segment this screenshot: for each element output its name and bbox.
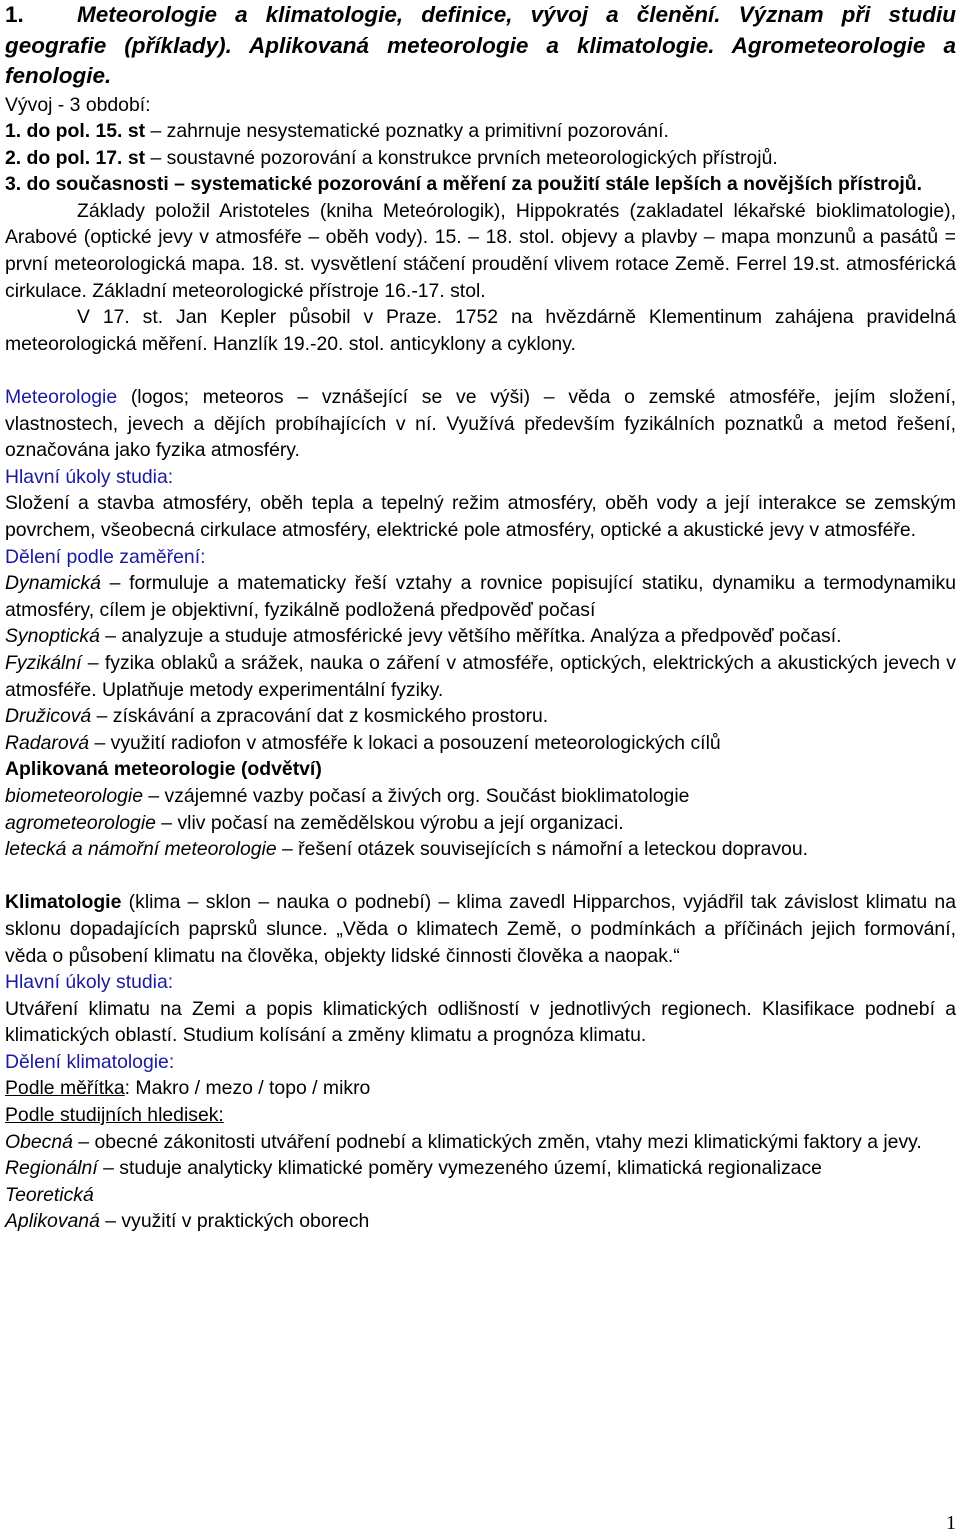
- scale-label: Podle měřítka: [5, 1077, 125, 1100]
- aspect-item: Aplikovaná – využití v praktických oborech: [5, 1210, 370, 1233]
- aspect-item: Obecná – obecné zákonitosti utváření podnebí a klimatických změn, vtahy mezi klimatickými faktory a jevy.: [5, 1130, 922, 1153]
- branch-item: Radarová – využití radiofon v atmosféře k lokaci a posouzení meteorologických cílů: [5, 731, 721, 754]
- heading-text: Meteorologie a klimatologie, definice, vývoj a členění. Význam při studiu geografie (příklady). Aplikovaná meteorologie a klimatologie. Agrometeorologie a fenologie.: [5, 2, 956, 88]
- vyvoj-period-3: 3. do současnosti – systematické pozorování a měření za použití stále lepších a novějších přístrojů.: [5, 173, 923, 196]
- aspects-label: Podle studijních hledisek:: [5, 1104, 224, 1127]
- period-2-term: 2. do pol. 17. st: [5, 146, 146, 169]
- meteorologie-division-heading: Dělení podle zaměření:: [5, 545, 206, 568]
- spacer: [5, 357, 956, 384]
- klimatologie-definition: Klimatologie (klima – sklon – nauka o podnebí) – klima zavedl Hipparchos, vyjádřil tak závislost klimatu na sklonu dopadajících paprsků slunce. „Věda o klimatech Země, o podmínkách a příčinách jejich formování, věda o působení klimatu na člověka, objekty lidské činnosti člověka a naopak.“: [5, 891, 956, 967]
- document-page: [5, 0, 956, 1235]
- page-number: 1: [946, 1512, 956, 1534]
- branch-term: Družicová: [5, 705, 92, 728]
- klimatologie-tasks-heading: Hlavní úkoly studia:: [5, 971, 174, 994]
- klimatologie-term: Klimatologie: [5, 891, 122, 914]
- applied-term: biometeorologie: [5, 784, 143, 807]
- aspect-term: Regionální: [5, 1157, 98, 1180]
- branch-item: Synoptická – analyzuje a studuje atmosférické jevy většího měřítka. Analýza a předpověď počasí.: [5, 625, 842, 648]
- applied-item: biometeorologie – vzájemné vazby počasí a živých org. Součást bioklimatologie: [5, 784, 690, 807]
- vyvoj-period-1: 1. do pol. 15. st – zahrnuje nesystematické poznatky a primitivní pozorování.: [5, 120, 669, 143]
- heading-number: 1.: [5, 2, 24, 27]
- aspect-term: Teoretická: [5, 1183, 94, 1206]
- period-1-term: 1. do pol. 15. st: [5, 120, 146, 143]
- history-paragraph-2: V 17. st. Jan Kepler působil v Praze. 1752 na hvězdárně Klementinum zahájena pravidelná meteorologická měření. Hanzlík 19.-20. stol. anticyklony a cyklony.: [5, 306, 956, 355]
- vyvoj-period-2: 2. do pol. 17. st – soustavné pozorování a konstrukce prvních meteorologických přístrojů.: [5, 146, 778, 169]
- aspect-item: Regionální – studuje analyticky klimatické poměry vymezeného území, klimatická regionalizace: [5, 1157, 822, 1180]
- meteorologie-term: Meteorologie: [5, 386, 118, 409]
- aspect-item: [5, 1182, 956, 1209]
- document-heading: [5, 0, 956, 92]
- branch-item: Družicová – získávání a zpracování dat z kosmického prostoru.: [5, 705, 549, 728]
- applied-item: letecká a námořní meteorologie – řešení otázek souvisejících s námořní a leteckou dopravou.: [5, 838, 809, 861]
- klimatologie-division-heading: Dělení klimatologie:: [5, 1050, 175, 1073]
- applied-item: agrometeorologie – vliv počasí na zemědělskou výrobu a její organizaci.: [5, 811, 624, 834]
- branch-item: Dynamická – formuluje a matematicky řeší vztahy a rovnice popisující statiku, dynamiku a termodynamiku atmosféry, cílem je objektivní, fyzikálně podložená předpověď počasí: [5, 572, 956, 621]
- branch-term: Fyzikální: [5, 651, 82, 674]
- applied-heading: Aplikovaná meteorologie (odvětví): [5, 758, 322, 781]
- branch-term: Radarová: [5, 731, 90, 754]
- aspect-term: Obecná: [5, 1130, 73, 1153]
- meteorologie-tasks: Složení a stavba atmosféry, oběh tepla a tepelný režim atmosféry, oběh vody a její interakce se zemským povrchem, všeobecná cirkulace atmosféry, elektrické pole atmosféry, optické a akustické jevy v atmosféře.: [5, 492, 956, 541]
- applied-term: agrometeorologie: [5, 811, 156, 834]
- branch-item: Fyzikální – fyzika oblaků a srážek, nauka o záření v atmosféře, optických, elektrických a akustických jevech v atmosféře. Uplatňuje metody experimentální fyziky.: [5, 651, 956, 701]
- branch-term: Dynamická: [5, 572, 101, 595]
- spacer: [5, 863, 956, 890]
- scale-line: Podle měřítka: Makro / mezo / topo / mikro: [5, 1077, 371, 1100]
- vyvoj-intro: Vývoj - 3 období:: [5, 93, 151, 116]
- history-paragraph: Základy položil Aristoteles (kniha Meteórologik), Hippokratés (zakladatel lékařské bioklimatologie), Arabové (optické jevy v atmosféře – oběh vody). 15. – 18. stol. objevy a plavby – mapa monzunů a pasátů = první meteorologická mapa. 18. st. vysvětlení stáčení proudění vlivem rotace Země. Ferrel 19.st. atmosférická cirkulace. Základní meteorologické přístroje 16.-17. stol.: [5, 199, 956, 302]
- branch-term: Synoptická: [5, 625, 100, 648]
- meteorologie-definition: Meteorologie (logos; meteoros – vznášející se ve výši) – věda o zemské atmosféře, jejím složení, vlastnostech, jevech a dějích probíhajících v ní. Využívá především fyzikálních poznatků a metod řešení, označována jako fyzika atmosféry.: [5, 386, 956, 462]
- aspects-line: [5, 1102, 956, 1129]
- meteorologie-tasks-heading: Hlavní úkoly studia:: [5, 465, 174, 488]
- klimatologie-tasks: Utváření klimatu na Zemi a popis klimatických odlišností v jednotlivých regionech. Klasifikace podnebí a klimatických oblastí. Studium kolísání a změny klimatu a prognóza klimatu.: [5, 997, 956, 1047]
- applied-term: letecká a námořní meteorologie: [5, 838, 277, 861]
- aspect-term: Aplikovaná: [5, 1210, 100, 1233]
